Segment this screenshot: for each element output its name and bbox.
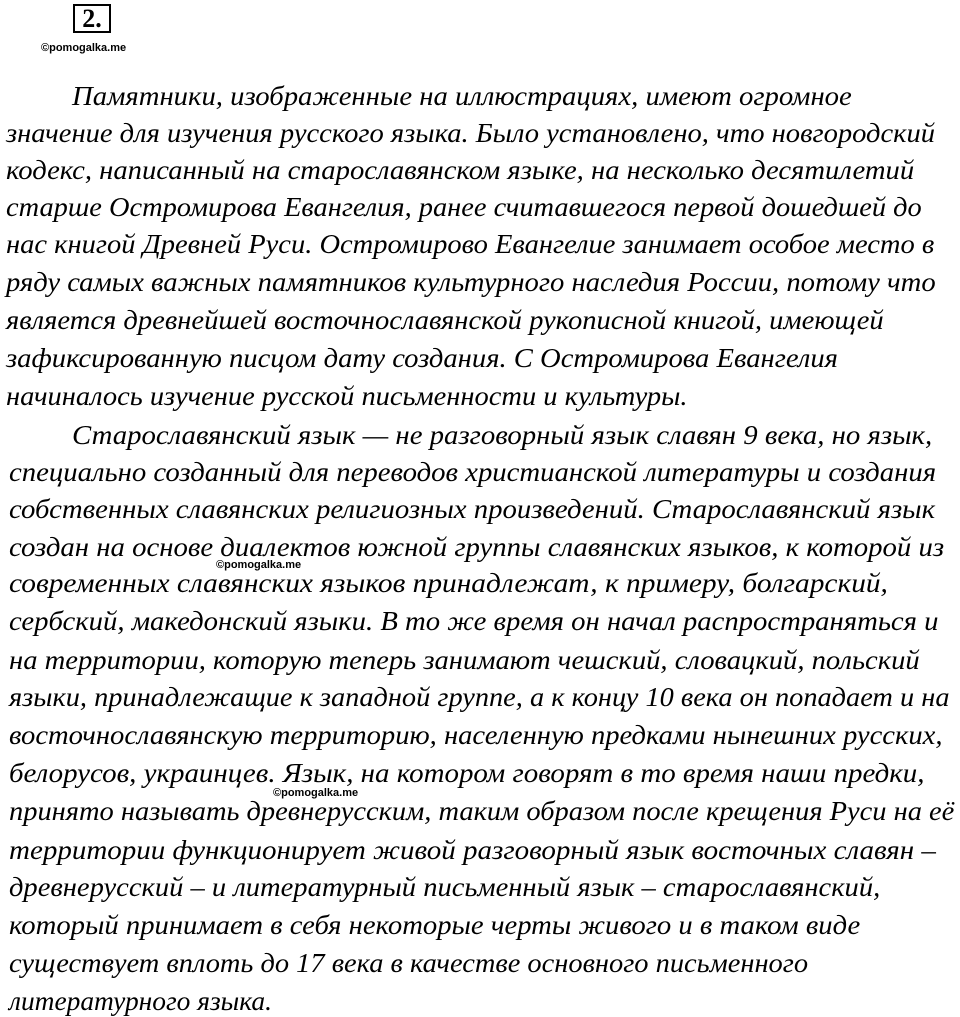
text-line: старше Остромирова Евангелия, ранее считавшегося первой дошедшей до	[6, 192, 922, 222]
watermark-middle: ©pomogalka.me	[216, 559, 302, 571]
text-line: белорусов, украинцев. Язык, на котором говорят в то время наши предки,	[9, 758, 925, 788]
text-line: древнерусский – и литературный письменный язык – старославянский,	[9, 872, 881, 902]
text-line: принято называть древнерусским, таким образом после крещения Руси на её	[9, 796, 955, 826]
text-line: восточнославянскую территорию, населенную предками нынешних русских,	[9, 720, 943, 750]
text-line: территории функционирует живой разговорный язык восточных славян –	[9, 835, 936, 865]
watermark-top: ©pomogalka.me	[41, 42, 127, 54]
text-line: является древнейшей восточнославянской рукописной книгой, имеющей	[6, 305, 884, 335]
text-line: Памятники, изображенные на иллюстрациях, имеют огромное	[72, 81, 852, 111]
text-line: начиналось изучение русской письменности и культуры.	[6, 381, 688, 411]
text-line: который принимает в себя некоторые черты живого и в таком виде	[9, 910, 861, 940]
text-line: современных славянских языков принадлежат, к примеру, болгарский,	[9, 568, 888, 598]
watermark-lower: ©pomogalka.me	[273, 787, 359, 799]
text-line: нас книгой Древней Руси. Остромирово Евангелие занимает особое место в	[6, 229, 935, 259]
text-line: создан на основе диалектов южной группы славянских языков, к которой из	[9, 532, 945, 562]
text-line: собственных славянских религиозных произведений. Старославянский язык	[9, 494, 936, 524]
text-line: Старославянский язык — не разговорный язык славян 9 века, но язык,	[72, 420, 933, 450]
text-line: специально созданный для переводов христианской литературы и создания	[9, 457, 937, 487]
text-line: литературного языка.	[9, 986, 272, 1016]
text-line: значение для изучения русского языка. Было установлено, что новгородский	[6, 118, 936, 148]
text-line: зафиксированную писцом дату создания. С Остромирова Евангелия	[6, 343, 838, 373]
text-line: языки, принадлежащие к западной группе, а к концу 10 века он попадает и на	[9, 682, 950, 712]
text-line: сербский, македонский языки. В то же время он начал распространяться и	[9, 606, 939, 636]
text-line: ряду самых важных памятников культурного наследия России, потому что	[6, 267, 936, 297]
task-number-box: 2.	[73, 4, 111, 33]
text-line: кодекс, написанный на старославянском языке, на несколько десятилетий	[6, 155, 915, 185]
text-line: существует вплоть до 17 века в качестве основного письменного	[9, 948, 809, 978]
text-line: на территории, которую теперь занимают чешский, словацкий, польский	[9, 645, 920, 675]
